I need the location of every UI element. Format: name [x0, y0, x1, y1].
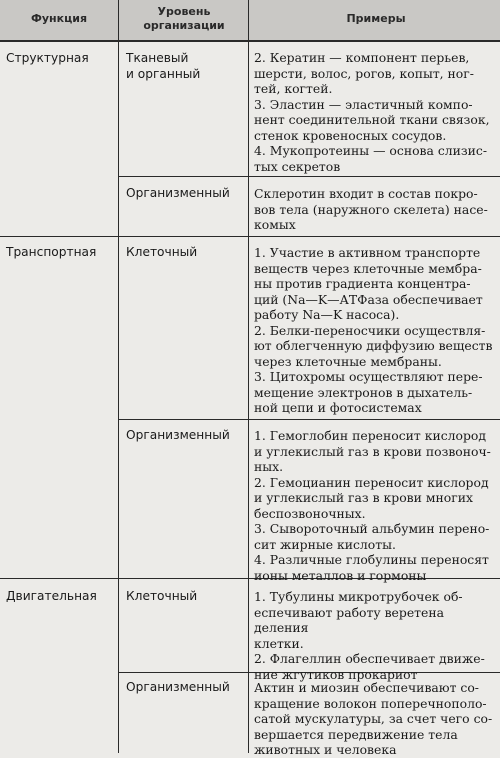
level-cell: Организменный	[126, 186, 230, 200]
column-divider	[248, 0, 249, 753]
header-function: Функция	[30, 12, 88, 25]
examples-cell: Склеротин входит в состав покро- вов тела (наружного скелета) насе- комых	[254, 186, 488, 232]
header-examples: Примеры	[346, 12, 406, 25]
header-level: Уровень организации	[143, 5, 225, 32]
level-cell: Клеточный	[126, 589, 198, 603]
table-header	[0, 0, 500, 42]
examples-cell: 2. Кератин — компонент перьев, шерсти, волос, рогов, копыт, ног- тей, когтей. 3. Эластин — эластичный компо- нент соединительной ткани связок, стенок кровеносных сосудов. 4. Мукопротеины — основа слизис- тых секретов	[254, 50, 490, 174]
function-cell: Двигательная	[6, 589, 97, 603]
examples-cell: 1. Участие в активном транспорте веществ через клеточные мембра- ны против градиента концентра- ций (Na—K—АТФаза обеспечивает работу Na—K насоса). 2. Белки-переносчики осуществля- ют облегченную диффузию веществ через клеточные мембраны. 3. Цитохромы осуществляют пере- мещение электронов в дыхатель- ной цепи и фотосистемах	[254, 245, 493, 415]
function-cell: Структурная	[6, 51, 89, 65]
examples-cell: 1. Гемоглобин переносит кислород и углекислый газ в крови позвоноч- ных. 2. Гемоцианин переносит кислород и углекислый газ в крови многих беспозвоночных. 3. Сывороточный альбумин перено- сит жирные кислоты. 4. Различные глобулины переносят ионы металлов и гормоны	[254, 428, 491, 583]
level-cell: Тканевый и органный	[126, 51, 201, 81]
examples-cell: Актин и миозин обеспечивают со- кращение волокон поперечнополо- сатой мускулатуры, за счет чего со- вершается передвижение тела животных и человека	[254, 680, 493, 757]
column-divider	[118, 0, 119, 753]
row-divider	[118, 419, 500, 420]
level-cell: Организменный	[126, 428, 230, 442]
level-cell: Организменный	[126, 680, 230, 694]
examples-cell: 1. Тубулины микротрубочек об- еспечивают работу веретена деления клетки. 2. Флагеллин обеспечивает движе- ние жгутиков прокариот	[254, 589, 485, 682]
function-cell: Транспортная	[6, 245, 97, 259]
row-divider	[118, 176, 500, 177]
row-divider	[0, 236, 500, 237]
level-cell: Клеточный	[126, 245, 198, 259]
